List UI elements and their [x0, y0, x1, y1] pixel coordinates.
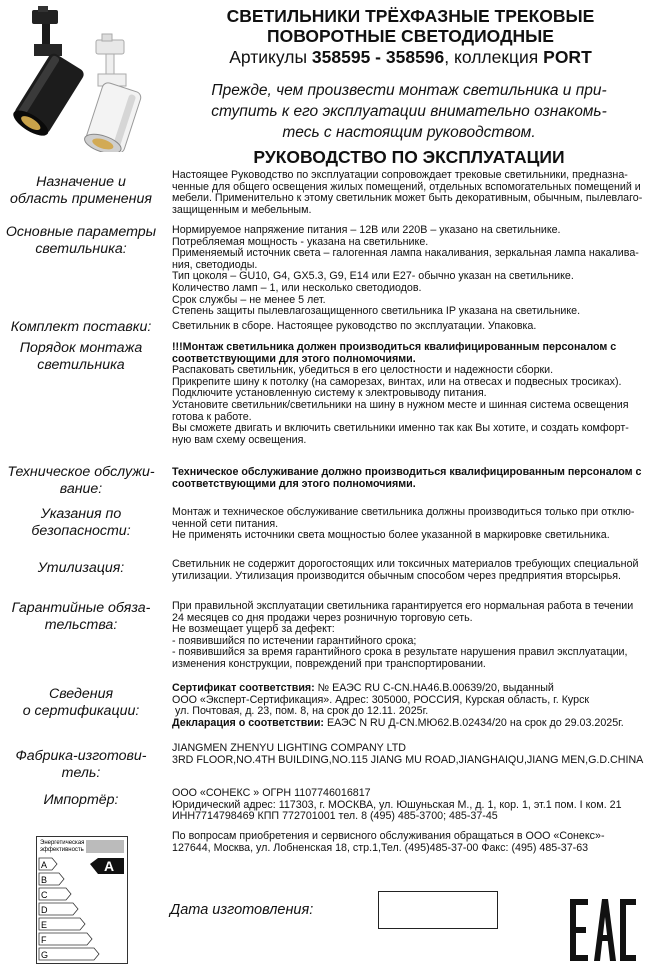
label-line: область применения	[10, 191, 152, 207]
title-line-1: СВЕТИЛЬНИКИ ТРЁХФАЗНЫЕ ТРЕКОВЫЕ	[226, 6, 595, 26]
text-line: Подключите установленную систему к электровыводу питания.	[172, 387, 487, 400]
text-line: Прикрепите шину к потолку (на саморезах, винтах, или на отвесах и подвесных тросиках).	[172, 375, 622, 388]
label-line: Указания по	[40, 506, 122, 522]
importer-text	[172, 788, 648, 823]
kit-label	[0, 319, 162, 336]
text-line: Установите светильник/светильники на шину в нужном месте и шинная система освещения	[172, 398, 629, 411]
text-line: защищенным и мебельным.	[172, 203, 312, 216]
warning-line: Прежде, чем произвести монтаж светильника и при-	[211, 82, 607, 99]
label-line: Техническое обслужи-	[7, 464, 155, 480]
factory-text	[172, 743, 648, 766]
text-line: ул. Почтовая, д. 23, пом. 8, на срок до 12.11. 2025г.	[175, 705, 429, 718]
factory-label	[0, 748, 162, 782]
warning-line: ступить к его эксплуатации внимательно ознакомь-	[211, 103, 607, 120]
energy-class-letter: B	[41, 875, 48, 885]
energy-class-letter: A	[41, 860, 48, 870]
product-photo	[4, 4, 158, 152]
decl-value: ЕАЭС N RU Д-CN.МЮ62.В.02434/20 на срок до 29.03.2025г.	[326, 716, 624, 729]
text-line: мебели. Применительно к этому светильник может быть декоративным, обычным, пылевлаго-	[172, 192, 643, 205]
text-line: Монтаж и техническое обслуживание светильника должны производиться только при отклю-	[172, 506, 635, 518]
text-line: ния, светодиоды.	[172, 258, 258, 271]
text-line: По вопросам приобретения и сервисного обслуживания обращаться в ООО «Сонекс»-	[172, 830, 605, 842]
text-line-bold: !!!Монтаж светильника должен производиться квалифицированным персоналом с	[172, 341, 617, 353]
articles-prefix: Артикулы	[229, 47, 312, 67]
manufacture-date-label: Дата изготовления:	[170, 902, 314, 918]
cert-bold: Сертификат соответствия:	[172, 682, 318, 694]
text-line: 127644, Москва, ул. Лобненская 18, стр.1,Тел. (495)485-37-00 Факс: (495) 485-37-63	[172, 841, 589, 854]
purpose-text	[172, 170, 648, 216]
energy-class-e	[39, 918, 85, 930]
decl-bold: Декларация о соответствии:	[172, 716, 327, 729]
disposal-label	[0, 560, 162, 577]
label-line: Сведения	[48, 686, 114, 702]
energy-title-1: Энергетическая	[40, 840, 85, 846]
text-line: 3RD FLOOR,NO.4TH BUILDING,NO.115 JIANG MU ROAD,JIANGHAIQU,JIANG MEN,G.D.CHINA	[172, 753, 644, 766]
energy-class-d	[39, 903, 78, 915]
text-line: ИНН7714798469 КПП 772701001 тел. 8 (495) 485-3700; 485-37-45	[172, 810, 498, 823]
text-line: - появившийся за время гарантийного срока в результате нарушения правил эксплуатации,	[172, 646, 628, 659]
text-line-bold: Техническое обслуживание должно производиться квалифицированным персоналом с	[172, 466, 642, 478]
text-line	[172, 683, 648, 695]
text-line: Вы сможете двигать и включить светильники именно так как Вы хотите, и создать комфорт-	[172, 422, 629, 435]
manual-title: РУКОВОДСТВО ПО ЭКСПЛУАТАЦИИ	[253, 147, 565, 167]
label-line: тель:	[61, 765, 101, 781]
label-line: Назначение и	[36, 174, 126, 190]
text-line: Не возмещает ущерб за дефект:	[172, 623, 335, 636]
text-line	[172, 718, 648, 730]
safety-text	[172, 507, 648, 542]
text-line: Юридический адрес: 117303, г. МОСКВА, ул. Юшуньская М., д. 1, кор. 1, эт.1 пом. I ком. 21	[172, 798, 622, 811]
energy-class-g	[39, 948, 99, 960]
label-line: Комплект поставки:	[10, 319, 152, 335]
certification-text	[172, 683, 648, 729]
label-line: светильника	[37, 357, 125, 373]
articles-line	[170, 47, 651, 68]
text-line: Светильник не содержит дорогостоящих или токсичных материалов требующих специальной	[172, 558, 639, 570]
text-line: Настоящее Руководство по эксплуатации сопровождает трековые светильники, предназна-	[172, 169, 628, 181]
service-text	[172, 467, 648, 490]
mounting-text	[172, 342, 648, 446]
text-line: утилизации. Утилизация производится обычным способом через предприятия вторсырья.	[172, 569, 622, 582]
text-line: Применяемый источник света – галогенная лампа накаливания, зеркальная лампа накалива-	[172, 247, 639, 260]
text-line: ную вам схему освещения.	[172, 433, 307, 446]
mounting-label	[0, 340, 162, 374]
warning-note	[176, 80, 642, 143]
label-line: Гарантийные обяза-	[11, 600, 151, 616]
text-line-bold: соответствующими для этого полномочиями.	[172, 352, 416, 365]
label-line: безопасности:	[31, 523, 131, 539]
purpose-label	[0, 174, 162, 208]
contacts-text	[172, 831, 648, 854]
text-line: Потребляемая мощность - указана на светильнике.	[172, 235, 429, 248]
manufacture-date-box	[378, 891, 498, 929]
energy-title-stripe	[86, 840, 124, 853]
label-line: светильника:	[35, 241, 127, 257]
text-line: Светильник в сборе. Настоящее руководство по эксплуатации. Упаковка.	[172, 320, 537, 332]
text-line: Распаковать светильник, убедиться в его целостности и надежности сборки.	[172, 364, 554, 377]
importer-label	[0, 792, 162, 809]
label-line: Основные параметры	[5, 224, 157, 240]
params-label	[0, 224, 162, 258]
eac-mark	[568, 897, 638, 963]
cert-value: № ЕАЭС RU С-CN.НА46.В.00639/20, выданный	[317, 682, 554, 694]
warning-line: тесь с настоящим руководством.	[282, 124, 536, 141]
warranty-label	[0, 600, 162, 634]
energy-class-letter: D	[41, 905, 48, 915]
energy-class-letter: G	[41, 950, 49, 960]
energy-class-c	[39, 888, 71, 900]
collection-name: PORT	[543, 47, 592, 67]
text-line: Нормируемое напряжение питания – 12В или 220В – указано на светильнике.	[172, 224, 561, 236]
label-line: Порядок монтажа	[19, 340, 143, 356]
text-line: ООО «Эксперт-Сертификация». Адрес: 305000, РОССИЯ, Курская область, г. Курск	[172, 693, 590, 706]
text-line: Степень защиты пылевлагозащищенного светильника IP указана на светильнике.	[172, 305, 581, 318]
text-line: Количество ламп – 1, или несколько светодиодов.	[172, 281, 422, 294]
energy-class-letter: E	[41, 920, 48, 930]
collection-prefix: , коллекция	[444, 47, 544, 67]
label-line: Фабрика-изготови-	[15, 748, 147, 764]
title-line-2: ПОВОРОТНЫЕ СВЕТОДИОДНЫЕ	[267, 26, 554, 46]
energy-class-b	[39, 873, 64, 885]
label-line: о сертификации:	[22, 703, 140, 719]
safety-label	[0, 506, 162, 540]
warranty-text	[172, 601, 648, 671]
params-text	[172, 225, 648, 318]
energy-rating: A	[104, 858, 115, 874]
label-line: вание:	[59, 481, 103, 497]
energy-class-f	[39, 933, 92, 945]
text-line-bold: соответствующими для этого полномочиями.	[172, 477, 416, 490]
text-line: ченные для общего освещения жилых помещений, отдельных вспомогательных помещений и	[172, 180, 641, 193]
black-track-light	[10, 6, 86, 140]
article-numbers: 358595 - 358596	[311, 47, 445, 67]
text-line: изменения конструкции, повреждений при транспортировании.	[172, 657, 486, 670]
energy-efficiency-label	[36, 836, 128, 964]
label-line: Утилизация:	[37, 560, 125, 576]
kit-text	[172, 321, 648, 333]
disposal-text	[172, 559, 648, 582]
label-line: тельства:	[44, 617, 118, 633]
text-line: ООО «СОНЕКС » ОГРН 1107746016817	[172, 787, 371, 799]
energy-title-2: эффективность	[40, 847, 84, 853]
text-line: При правильной эксплуатации светильника гарантируется его нормальная работа в течении	[172, 600, 634, 612]
white-track-light	[82, 34, 142, 152]
text-line: ченной сети питания.	[172, 517, 279, 530]
text-line: готова к работе.	[172, 410, 252, 423]
text-line: - появившийся по истечении гарантийного срока;	[172, 634, 417, 647]
label-line: Импортёр:	[43, 792, 119, 808]
text-line: Не применять источники света мощностью более указанной в маркировке светильника.	[172, 529, 610, 542]
text-line: Тип цоколя – GU10, G4, GX5.3, G9, E14 или E27- обычно указан на светильнике.	[172, 270, 574, 283]
energy-class-letter: F	[41, 935, 47, 945]
certification-label	[0, 686, 162, 720]
text-line: JIANGMEN ZHENYU LIGHTING COMPANY LTD	[172, 742, 406, 754]
text-line: Срок службы – не менее 5 лет.	[172, 293, 326, 306]
service-label	[0, 464, 162, 498]
energy-class-letter: C	[41, 890, 48, 900]
text-line: 24 месяцев со дня продажи через розничную торговую сеть.	[172, 611, 473, 624]
